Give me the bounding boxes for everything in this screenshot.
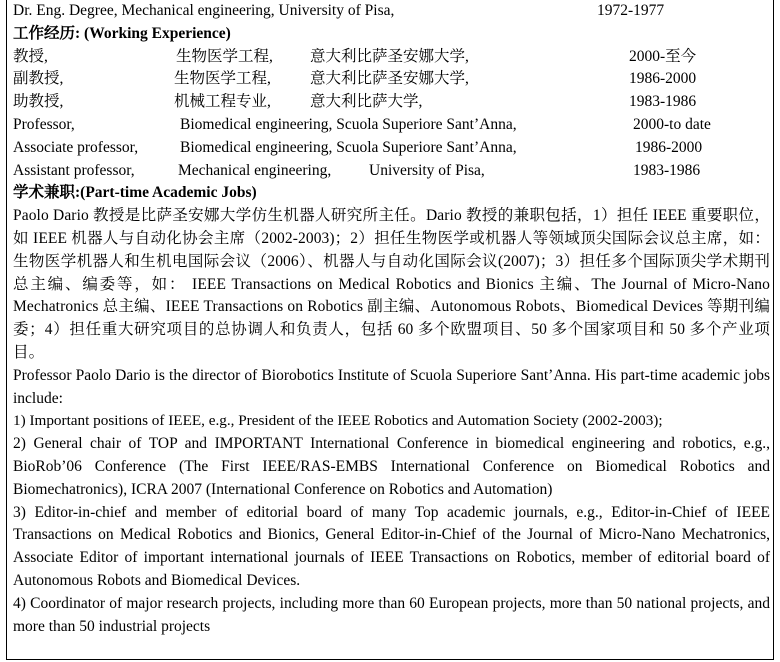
experience-row [13,46,770,69]
experience-title: Associate professor, [13,138,139,156]
experience-period: 2000-to date [633,115,711,133]
experience-row [13,160,770,183]
cv-content [13,0,770,638]
experience-field: Biomedical engineering, Scuola Superiore Sant’Anna, [180,115,517,133]
part-time-item: 1) Important positions of IEEE, e.g., President of the IEEE Robotics and Automation Society (2002-2003); [13,412,663,430]
experience-institution: 意大利比萨圣安娜大学, [310,70,469,88]
experience-row [13,91,770,114]
experience-title: 教授, [13,47,48,65]
experience-period: 1986-2000 [629,70,697,88]
experience-institution: 意大利比萨圣安娜大学, [310,47,469,65]
experience-institution: University of Pisa, [369,161,485,179]
experience-row [13,68,770,91]
experience-title: 副教授, [13,70,64,88]
experience-title: Assistant professor, [13,161,135,179]
experience-field: Biomedical engineering, Scuola Superiore Sant’Anna, [180,138,517,156]
part-time-heading: 学术兼职:(Part-time Academic Jobs) [13,184,257,202]
experience-field: 生物医学工程, [176,47,273,65]
education-degree: Dr. Eng. Degree, Mechanical engineering, University of Pisa, [13,2,395,19]
part-time-chinese-paragraph: Paolo Dario 教授是比萨圣安娜大学仿生机器人研究所主任。Dario 教授的兼职包括，1）担任 IEEE 重要职位，如 IEEE 机器人与自动化协会主席（2002-2003)；2）担任生物医学或机器人等领域顶尖国际会议总主席，如：生物医学机器人和生机电国际会议（2006）、机器人与自动化国际会议(2007)；3）担任多个国际顶尖学术期刊总主编、编委等，如： IEEE Transactions on Medical Robotics and Bionics 主编、The Journal of Micro-Nano Mechatronics 总主编、IEEE Transactions on Robotics 副主编、Autonomous Robots、Biomedical Devices 等期刊编委；4）担任重大研究项目的总协调人和负责人，包括 60 多个欧盟项目、50 多个国家项目和 50 多个产业项目。 [13,207,770,361]
experience-period: 1983-1986 [633,161,701,179]
experience-period: 1983-1986 [629,93,697,111]
experience-field: 机械工程专业, [174,93,271,111]
experience-period: 2000-至今 [629,47,697,65]
experience-field: Mechanical engineering, [178,161,332,179]
part-time-item: 4) Coordinator of major research projects, including more than 60 European projects, more than 50 national projects, and more than 50 industrial projects [13,594,770,635]
experience-row [13,114,770,137]
experience-title: 助教授, [13,93,64,111]
experience-row [13,137,770,160]
education-row [13,0,770,23]
working-experience-heading: 工作经历: (Working Experience) [13,24,231,42]
experience-field: 生物医学工程, [174,70,271,88]
education-years: 1972-1977 [597,2,665,19]
experience-institution: 意大利比萨大学, [310,93,423,111]
experience-period: 1986-2000 [635,138,703,156]
part-time-item: 2) General chair of TOP and IMPORTANT International Conference in biomedical engineering and robotics, e.g., BioRob’06 Conference (The First IEEE/RAS-EMBS International Conference on Biomedical Robotics and Biomechatronics), ICRA 2007 (International Conference on Robotics and Automation) [13,435,770,498]
part-time-item: 3) Editor-in-chief and member of editorial board of many Top academic journals, e.g., Editor-in-Chief of IEEE Transactions on Medical Robotics and Bionics, General Editor-in-Chief of the Journal of Micro-Nano Mechatronics, Associate Editor of important international journals of IEEE Transactions on Robotics, member of editorial board of Autonomous Robots and Biomedical Devices. [13,503,770,589]
part-time-english-intro: Professor Paolo Dario is the director of Biorobotics Institute of Scuola Superiore Sant’Anna. His part-time academic jobs include: [13,366,770,407]
experience-title: Professor, [13,115,75,133]
